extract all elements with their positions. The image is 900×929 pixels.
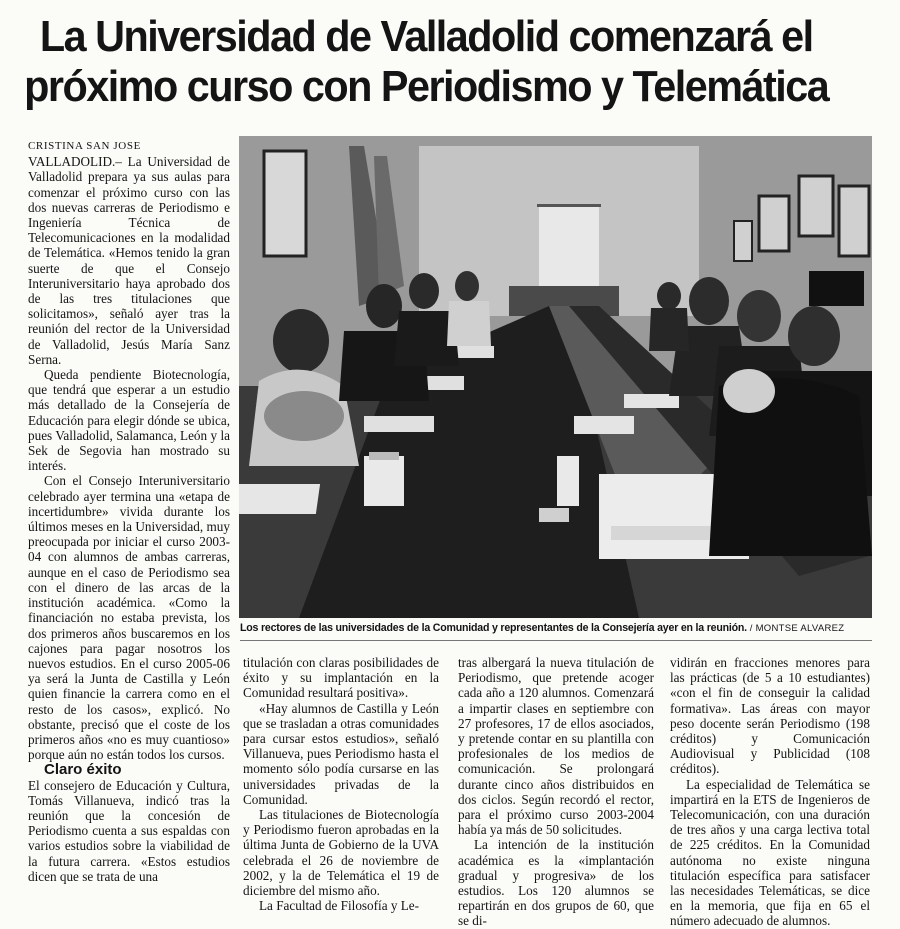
article-column-1 xyxy=(28,139,230,884)
paragraph: vidirán en fracciones menores para las prácticas (de 5 a 10 estudiantes) «con el fin de conseguir la calidad formativa». Las áreas con mayor peso docente serán Periodismo (198 créditos) y Comunicación Audiovisual y Publicidad (108 créditos). xyxy=(670,655,870,777)
headline: La Universidad de Valladolid comenzará el próximo curso con Periodismo y Telemática xyxy=(24,12,829,111)
article-column-2 xyxy=(243,655,439,913)
caption-rule xyxy=(240,640,872,641)
paragraph: Queda pendiente Biotecnología, que tendrá que esperar a un estudio más detallado de la Consejería de Educación para elegir dónde se ubica, pues Valladolid, Salamanca, León y la Sek de Segovia han mostrado su interés. xyxy=(28,367,230,474)
meeting-photo xyxy=(239,136,872,618)
photo-caption xyxy=(240,622,880,634)
article-column-3 xyxy=(458,655,654,929)
photo-caption-text: Los rectores de las universidades de la Comunidad y representantes de la Consejería ayer en la reunión. xyxy=(240,622,747,634)
byline: CRISTINA SAN JOSE xyxy=(28,140,141,152)
paragraph: La intención de la institución académica es la «implantación gradual y progresiva» de los estudios. Los 120 alumnos se repartirán en dos grupos de 60, que se di- xyxy=(458,837,654,929)
paragraph: La Facultad de Filosofía y Le- xyxy=(259,898,420,914)
paragraph: VALLADOLID.– La Universidad de Valladolid prepara ya sus aulas para comenzar el próximo curso con las dos nuevas carreras de Periodismo e Ingeniería Técnica de Telecomunicaciones en la modalidad de Telemática. «Hemos tenido la gran suerte de que el Consejo Interuniversitario haya aprobado dos de las tres titulaciones que solicitamos», señaló ayer tras la reunión del rector de la Universidad de Valladolid, Jesús María Sanz Serna. xyxy=(28,154,230,367)
paragraph: tras albergará la nueva titulación de Periodismo, que pretende acoger cada año a 120 alumnos. Comenzará a impartir clases en septiembre con 27 profesores, 17 de ellos asociados, y pretende contar en su plantilla con profesionales de los medios de comunicación. Se prolongará durante cinco años distribuidos en dos ciclos. Según recordó el rector, para el próximo curso 2003-2004 había ya más de 50 solicitudes. xyxy=(458,655,654,838)
paragraph: Las titulaciones de Biotecnología y Periodismo fueron aprobadas en la última Junta de Gobierno de la UVA celebrada el 26 de noviembre de 2002, y la de Telemática el 19 de diciembre del mismo año. xyxy=(243,807,439,899)
meeting-photo-illustration xyxy=(239,136,872,618)
subheading: Claro éxito xyxy=(44,761,122,779)
paragraph: La especialidad de Telemática se impartirá en la ETS de Ingenieros de Telecomunicación, con una duración de tres años y una carga lectiva total de 225 créditos. En la Comunidad autónoma no existe ninguna titulación específica para satisfacer las necesidades Telemáticas, se dice en la memoria, que fija en 65 el número adecuado de alumnos. xyxy=(670,776,870,929)
photo-credit: / MONTSE ALVAREZ xyxy=(749,623,845,634)
paragraph: El consejero de Educación y Cultura, Tomás Villanueva, indicó tras la reunión que la concesión de Periodismo cuenta a sus espaldas con varios estudios sobre la viabilidad de la futura carrera. «Estos estudios dicen que se trata de una xyxy=(28,777,230,884)
paragraph: «Hay alumnos de Castilla y León que se trasladan a otras comunidades para cursar estos estudios», señaló Villanueva, pues Periodismo hasta el momento sólo podía cursarse en las universidades privadas de la Comunidad. xyxy=(243,700,439,807)
paragraph: Con el Consejo Interuniversitario celebrado ayer termina una «etapa de incertidumbre» vivida durante los últimos meses en la Universidad, muy preocupada por iniciar el curso 2003-04 con alumnos de ambas carreras, aunque en el caso de Periodismo sea con el dinero de las arcas de la institución académica. «Como la financiación no estaba prevista, los dos primeros años buscaremos en los cajones para pagar nosotros los nuevos estudios. En el curso 2005-06 ya será la Junta de Castilla y León quien financie la carrera como en el resto de los casos», explicó. No obstante, precisó que el coste de los primeros años «no es muy cuantioso» porque aún no están todos los cursos. xyxy=(28,473,230,763)
article-column-4 xyxy=(670,655,870,929)
paragraph: titulación con claras posibilidades de éxito y su implantación en la Comunidad resultará positiva». xyxy=(243,655,439,701)
